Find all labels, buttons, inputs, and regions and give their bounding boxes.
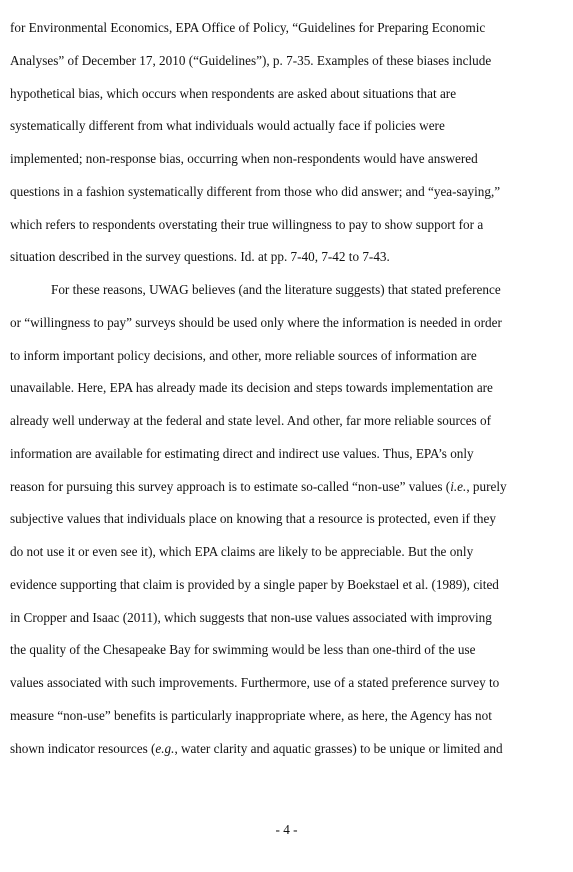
page-number: - 4 - [275, 822, 298, 837]
text-segment: , purely [466, 478, 507, 494]
text-line: measure “non-use” benefits is particularly inappropriate where, as here, the Agency has not [10, 707, 492, 723]
text-line [10, 471, 558, 504]
text-line: implemented; non-response bias, occurring when non-respondents would have answered [10, 151, 478, 166]
text-line: do not use it or even see it), which EPA claims are likely to be appreciable. But the only [10, 544, 474, 559]
text-line [10, 733, 558, 766]
text-line: questions in a fashion systematically different from those who did answer; and “yea-saying,” [10, 183, 501, 199]
text-segment: shown indicator resources ( [10, 740, 156, 756]
text-line: systematically different from what individuals would actually face if policies were [10, 118, 445, 134]
text-segment: , water clarity and aquatic grasses) to be unique or limited and [174, 740, 503, 756]
text-line: to inform important policy decisions, and other, more reliable sources of information are [10, 347, 477, 363]
paragraph-first-line: For these reasons, UWAG believes (and the literature suggests) that stated preference [51, 282, 501, 297]
text-line: subjective values that individuals place on knowing that a resource is protected, even if they [10, 511, 496, 527]
text-line: hypothetical bias, which occurs when respondents are asked about situations that are [10, 85, 457, 101]
italic-abbreviation: i.e. [450, 478, 467, 494]
text-line: the quality of the Chesapeake Bay for swimming would be less than one-third of the use [10, 642, 476, 658]
text-line: information are available for estimating direct and indirect use values. Thus, EPA’s only [10, 445, 474, 461]
italic-abbreviation: e.g. [155, 740, 175, 756]
text-line: for Environmental Economics, EPA Office of Policy, “Guidelines for Preparing Economic [10, 20, 486, 35]
text-line: which refers to respondents overstating their true willingness to pay to show support for a [10, 216, 484, 232]
text-line: evidence supporting that claim is provided by a single paper by Boekstael et al. (1989), cited [10, 576, 499, 592]
text-line: in Cropper and Isaac (2011), which suggests that non-use values associated with improving [10, 609, 492, 625]
body-text [10, 12, 558, 765]
text-line: values associated with such improvements. Furthermore, use of a stated preference survey to [10, 675, 500, 690]
text-line: Analyses” of December 17, 2010 (“Guidelines”), p. 7-35. Examples of these biases include [10, 52, 492, 68]
text-line: unavailable. Here, EPA has already made its decision and steps towards implementation are [10, 380, 493, 396]
text-segment: reason for pursuing this survey approach is to estimate so-called “non-use” values ( [10, 478, 451, 494]
text-line: already well underway at the federal and state level. And other, far more reliable sources of [10, 413, 491, 428]
text-line: situation described in the survey questions. Id. at pp. 7-40, 7-42 to 7-43. [10, 249, 390, 265]
text-line: or “willingness to pay” surveys should be used only where the information is needed in order [10, 314, 502, 330]
